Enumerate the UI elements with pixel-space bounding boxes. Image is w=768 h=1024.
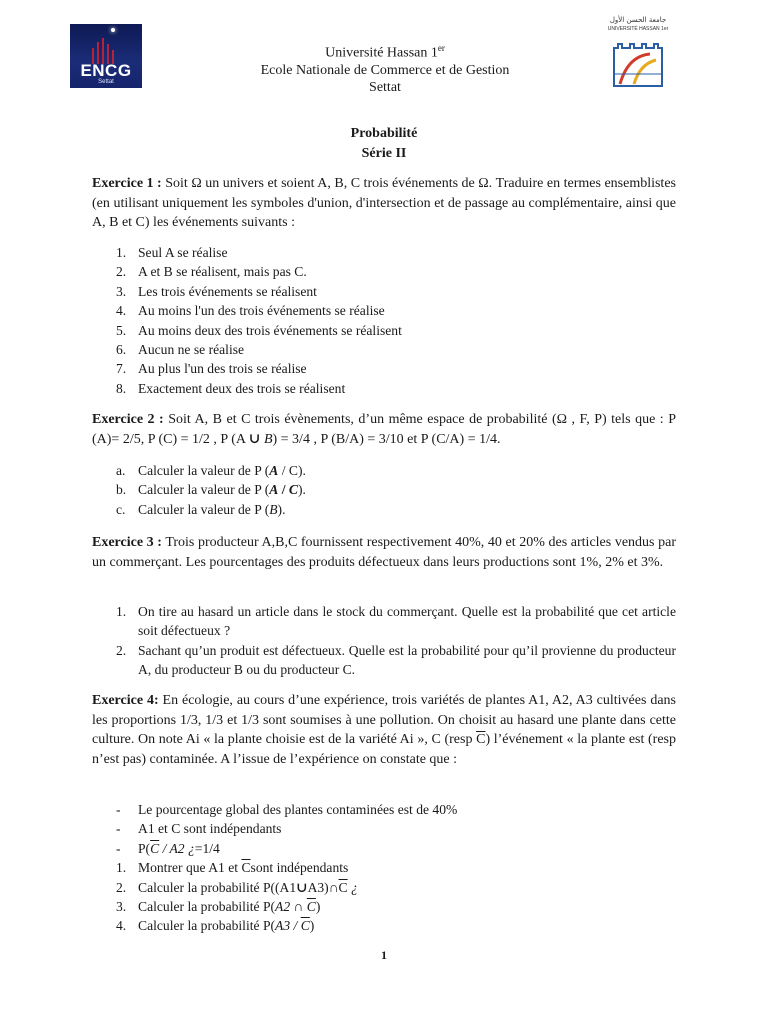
list-item: 6. Aucun ne se réalise xyxy=(116,342,245,358)
title-line-2: Série II xyxy=(361,146,407,161)
bars-icon xyxy=(92,36,120,64)
list-item: 1. On tire au hasard un article dans le stock du commerçant. Quelle est la probabilité que cet article soit défectueux ? xyxy=(116,604,676,639)
list-item: c. Calculer la valeur de P (B). xyxy=(116,501,286,517)
exercise-4-statement: Exercice 4: En écologie, au cours d’une expérience, trois variétés de plantes A1, A2, A3 cultivées dans les proportions 1/3, 1/3 et 1/3 sont soumises à une pollution. On choisit au hasard une plante dans cette culture. On note Ai « la plante choisie est de la variété Ai », C (resp $\overline{C}$) l’événement « la plante est (resp n’est pas) contaminée. A l’issue de l’expérience on constate que : xyxy=(92,693,676,767)
exercise-3-label: Exercice 3 : xyxy=(92,535,162,550)
list-item: b. Calculer la valeur de P (A / C). xyxy=(116,482,306,498)
university-logo-latin: UNIVERSITÉ HASSAN 1er xyxy=(607,26,669,32)
list-item: 1. Montrer que A1 et $\overline{C}sont$ indépendants xyxy=(116,860,349,876)
star-icon xyxy=(111,28,115,32)
exercise-4-list xyxy=(92,800,676,936)
exercise-1-statement: Exercice 1 : Soit Ω un univers et soient A, B, C trois événements de Ω. Traduire en termes ensemblistes (en utilisant uniquement les symboles d'union, d'intersection et de passage au complémentaire, ainsi que A, B et C) les événements suivants : xyxy=(92,176,676,230)
list-item: 3. Calculer la probabilité P(A2 ∩ $\overline{C}$) xyxy=(116,899,321,915)
list-item: - $P(\overline{C} / A2$ ¿=1/4 xyxy=(116,840,220,856)
title-line-1: Probabilité xyxy=(350,126,418,141)
encg-logo xyxy=(70,24,142,88)
list-item: 2. Sachant qu’un produit est défectueux. Quelle est la probabilité pour qu’il provienne du producteur A, du producteur B ou du producteur C. xyxy=(116,642,676,678)
list-item: 8. Exactement deux des trois se réalisent xyxy=(116,380,346,396)
document-title xyxy=(0,124,768,164)
school-city: Settat xyxy=(369,79,401,95)
document-header xyxy=(150,40,620,96)
list-item: 2. Calculer la probabilité $P((A1\cup A3)\cap\overline{C}$ ¿ xyxy=(116,879,358,895)
exercise-1-label: Exercice 1 : xyxy=(92,176,162,191)
list-item: - Le pourcentage global des plantes contaminées est de 40% xyxy=(116,802,458,817)
exercise-2-label: Exercice 2 : xyxy=(92,412,164,427)
list-item: - A1 et C sont indépendants xyxy=(116,821,282,837)
list-item: a. Calculer la valeur de P (A / C). xyxy=(116,463,306,478)
encg-logo-city: Settat xyxy=(98,79,114,85)
list-item: 2. A et B se réalisent, mais pas C. xyxy=(116,264,307,280)
school-name: Ecole Nationale de Commerce et de Gestion xyxy=(260,62,510,78)
list-item: 4. Calculer la probabilité $P(A3 / \overline{C})$ xyxy=(116,918,315,934)
exercise-1-list xyxy=(92,243,676,398)
exercise-4-label: Exercice 4: xyxy=(92,693,159,708)
encg-logo-name: ENCG xyxy=(80,61,132,80)
list-item: 5. Au moins deux des trois événements se réalisent xyxy=(116,322,402,338)
list-item: 1. Seul A se réalise xyxy=(116,245,228,260)
list-item: 4. Au moins l'un des trois événements se réalise xyxy=(116,303,385,319)
list-item: 7. Au plus l'un des trois se réalise xyxy=(116,361,307,377)
exercise-2-statement: Exercice 2 : Soit A, B et C trois évènements, d’un même espace de probabilité (Ω , F, P) tels que : P (A)= 2/5, P (C) = 1/2 , P (A ∪ B) = 3/4 , P (B/A) = 3/10 et P (C/A) = 1/4. xyxy=(92,412,676,447)
page-number: 1 xyxy=(381,948,387,962)
exercise-2-list xyxy=(92,461,676,519)
university-name: Université Hassan 1er xyxy=(325,43,445,61)
list-item: 3. Les trois événements se réalisent xyxy=(116,283,317,299)
exercise-3-list xyxy=(92,602,676,680)
university-logo-arabic: جامعة الحسن الأول xyxy=(609,16,667,24)
exercise-3-statement: Exercice 3 : Trois producteur A,B,C fournissent respectivement 40%, 40 et 20% des articles vendus par un commerçant. Les pourcentages des produits défectueux dans leurs productions sont 1%, 2% et 3%. xyxy=(92,535,676,570)
